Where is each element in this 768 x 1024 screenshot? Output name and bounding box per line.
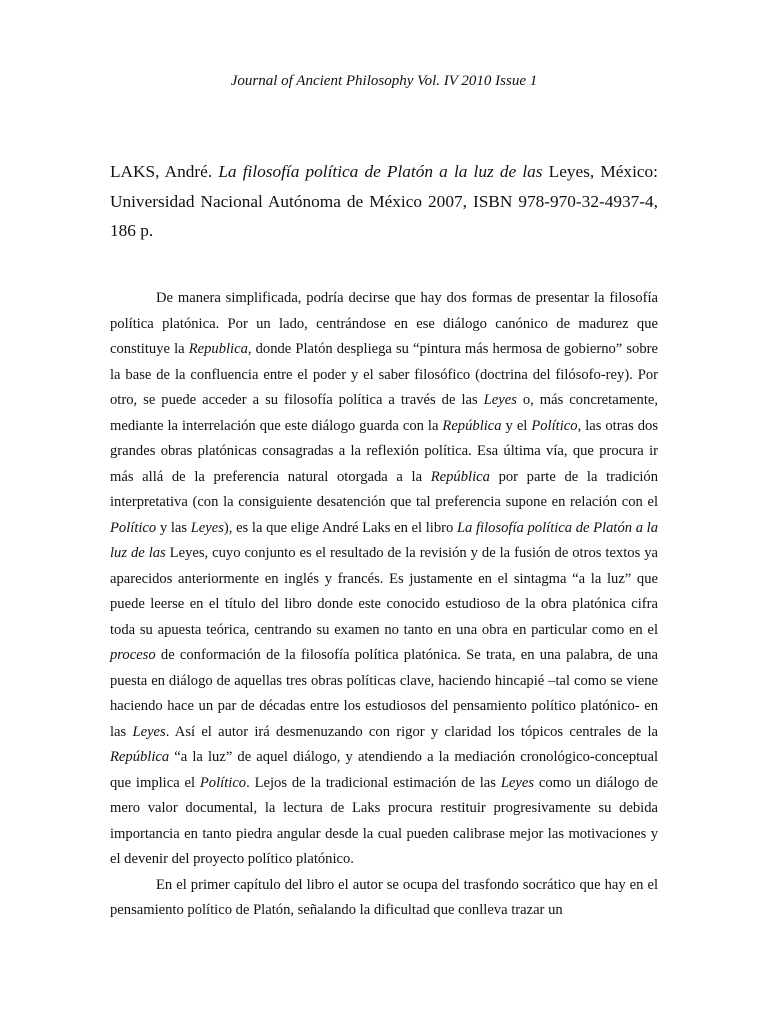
citation-title-leyes: Leyes xyxy=(548,162,590,181)
italic-run: Político xyxy=(531,417,578,434)
text-run: ), es la que elige André Laks en el libro xyxy=(223,519,457,536)
italic-run: Leyes xyxy=(132,723,166,740)
text-run: “a la luz” de aquel diálogo, y atendiendo a la mediación cronológico-conceptual que implica el xyxy=(110,749,658,791)
citation-author: LAKS, André. xyxy=(110,162,213,181)
citation-title: La filosofía política de Platón a la luz de las xyxy=(218,162,543,181)
text-run: como un diálogo de mero valor documental, la lectura de Laks procura restituir progresivamente su debida importancia en tanto piedra angular desde la cual pueden calibrase mejor las motivaciones y el devenir del proyecto político platónico. xyxy=(110,774,658,867)
text-run: . Lejos de la tradicional estimación de las xyxy=(246,774,501,791)
text-run: y las xyxy=(156,519,191,536)
text-run: Leyes, cuyo conjunto es el resultado de la revisión y de la fusión de otros textos ya aparecidos anteriormente en inglés y francés. Es justamente en el sintagma “a la luz” que puede leerse en el título del libro donde este conocido estudioso de la obra platónica cifra toda su apuesta teórica, centrando su examen no tanto en una obra en particular como en el xyxy=(110,545,658,638)
italic-run: La filosofía política de Platón a la luz de las xyxy=(110,519,659,561)
italic-run: proceso xyxy=(110,647,156,663)
italic-run: Leyes xyxy=(190,519,224,536)
review-body xyxy=(110,286,658,924)
text-run: , las otras dos grandes obras platónicas consagradas a la reflexión política. Esa última vía, que procura ir más allá de la preferencia natural otorgada a la xyxy=(110,417,658,485)
text-run: En el primer capítulo del libro el autor se ocupa del trasfondo socrático que hay en el pensamiento político de Platón, señalando la dificultad que conlleva trazar un xyxy=(110,876,658,918)
text-run: de conformación de la filosofía política platónica. Se trata, en una palabra, de una puesta en diálogo de aquellas tres obras políticas clave, haciendo hincapié –tal como se viene haciendo hace un par de décadas entre los estudiosos del pensamiento político platónico- en las xyxy=(110,647,658,740)
journal-header: Journal of Ancient Philosophy Vol. IV 2010 Issue 1 xyxy=(230,73,538,89)
text-run: y el xyxy=(501,417,532,434)
italic-run: República xyxy=(442,417,502,434)
text-run: De manera simplificada, podría decirse que hay dos formas de presentar la filosofía política platónica. Por un lado, centrándose en ese diálogo canónico de madurez que constituye la xyxy=(110,290,658,357)
book-citation xyxy=(110,157,658,246)
paragraph-2 xyxy=(110,873,658,924)
italic-run: Político xyxy=(110,519,157,536)
text-run: por parte de la tradición interpretativa (con la consiguiente desatención que tal preferencia supone en relación con el xyxy=(110,468,658,510)
italic-run: República xyxy=(110,749,170,765)
text-run: o, más concretamente, mediante la interrelación que este diálogo guarda con la xyxy=(110,392,658,434)
italic-run: Leyes xyxy=(500,774,535,791)
paragraph-1 xyxy=(110,286,658,873)
italic-run: República xyxy=(430,468,490,485)
text-run: . Así el autor irá desmenuzando con rigor y claridad los tópicos centrales de la xyxy=(165,723,658,740)
citation-publisher: , México: Universidad Nacional Autónoma de México 2007, ISBN 978-970-32-4937-4, 186 p. xyxy=(110,162,658,240)
italic-run: Republica xyxy=(188,341,248,357)
text-run: , donde Platón despliega su “pintura más hermosa de gobierno” sobre la base de la confluencia entre el poder y el saber filosófico (doctrina del filósofo-rey). Por otro, se puede acceder a su filosofía política a través de las xyxy=(110,341,658,408)
italic-run: Leyes xyxy=(483,392,517,408)
italic-run: Político xyxy=(199,774,247,791)
